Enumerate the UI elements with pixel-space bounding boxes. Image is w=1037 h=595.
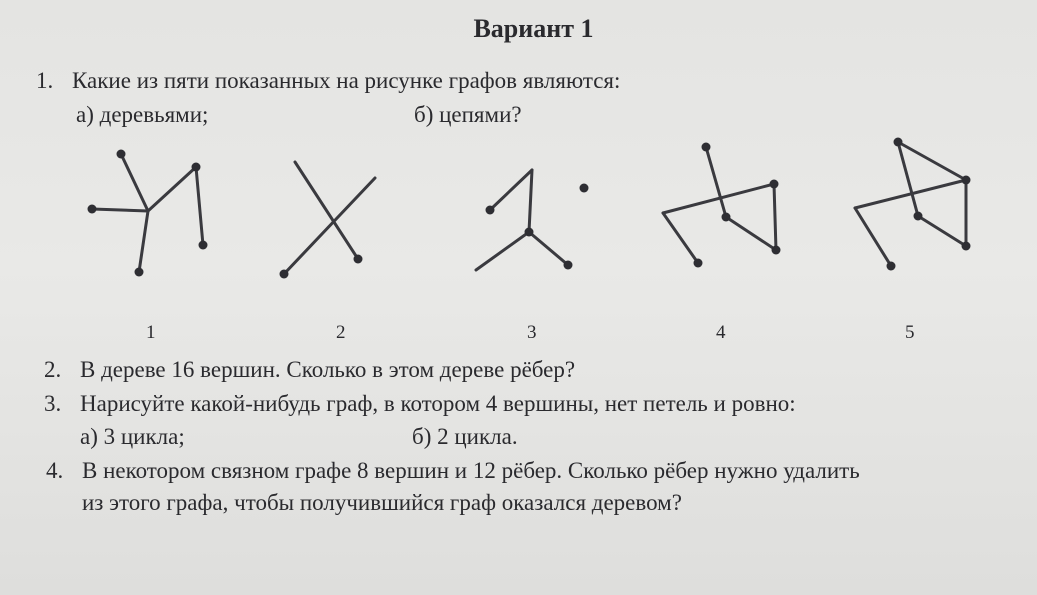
- figure-label-4: 4: [716, 322, 726, 343]
- q3-option-a: а) 3 цикла;: [80, 424, 185, 449]
- q1-option-a: а) деревьями;: [76, 102, 209, 127]
- graph-3: [476, 170, 589, 270]
- graph-5: [855, 138, 971, 271]
- figure-label-5: 5: [905, 322, 915, 343]
- figure-label-2: 2: [336, 322, 346, 343]
- q1-number: 1.: [36, 68, 54, 93]
- q2-number: 2.: [44, 357, 62, 382]
- q4-number: 4.: [46, 458, 64, 483]
- q1-option-b: б) цепями?: [414, 102, 522, 127]
- q3-option-b: б) 2 цикла.: [412, 424, 518, 449]
- figure-label-1: 1: [146, 322, 156, 343]
- graph-4: [663, 143, 781, 268]
- variant-title: Вариант 1: [473, 14, 594, 43]
- q1-text: Какие из пяти показанных на рисунке графов являются:: [72, 68, 621, 93]
- q3-number: 3.: [44, 391, 62, 416]
- q4-text-line1: В некотором связном графе 8 вершин и 12 рёбер. Сколько рёбер нужно удалить: [82, 458, 860, 483]
- graph-2: [280, 162, 376, 279]
- q4-text-line2: из этого графа, чтобы получившийся граф оказался деревом?: [82, 490, 682, 515]
- q3-text: Нарисуйте какой-нибудь граф, в котором 4 вершины, нет петель и ровно:: [80, 391, 796, 416]
- q2-text: В дереве 16 вершин. Сколько в этом дереве рёбер?: [80, 357, 576, 382]
- figure-label-3: 3: [527, 322, 537, 343]
- graph-1: [88, 150, 208, 277]
